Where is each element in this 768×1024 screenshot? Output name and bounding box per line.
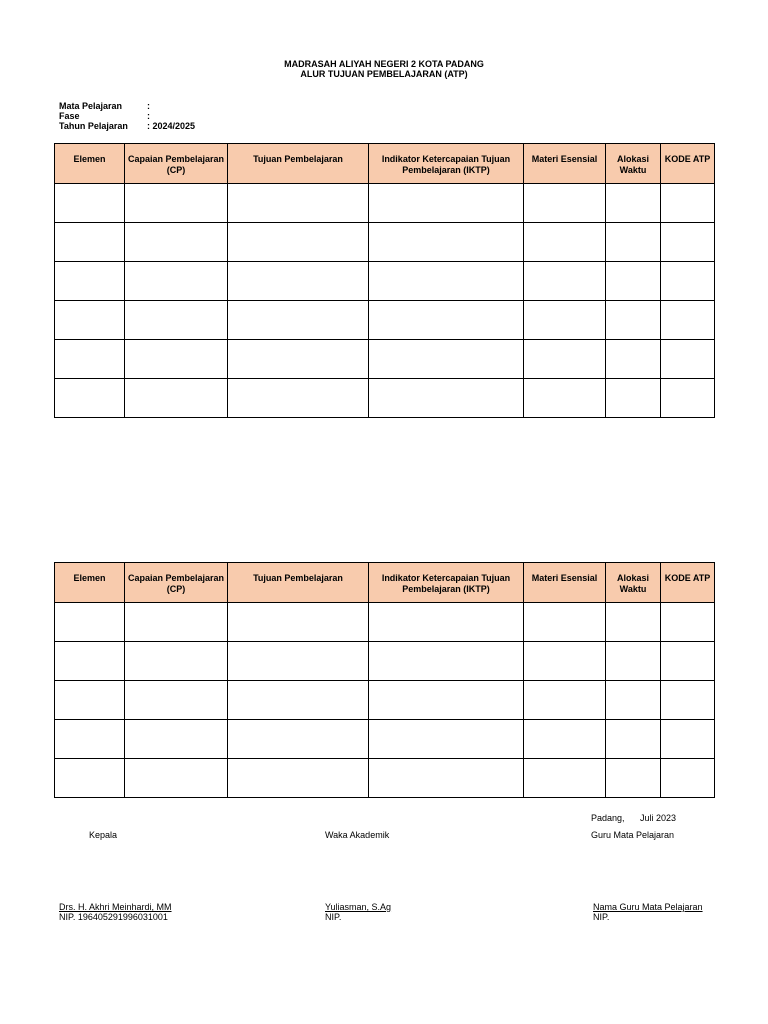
- table-cell[interactable]: [524, 223, 606, 262]
- guru-role: Guru Mata Pelajaran: [591, 830, 675, 840]
- waka-role: Waka Akademik: [325, 830, 390, 840]
- table-cell[interactable]: [661, 720, 715, 759]
- table-row: [55, 642, 715, 681]
- table-cell[interactable]: [228, 184, 369, 223]
- col-capaian: Capaian Pembelajaran (CP): [125, 144, 228, 184]
- table-cell[interactable]: [228, 301, 369, 340]
- table-cell[interactable]: [228, 223, 369, 262]
- table-cell[interactable]: [524, 340, 606, 379]
- table-cell[interactable]: [125, 301, 228, 340]
- table-cell[interactable]: [606, 720, 661, 759]
- col-alokasi: Alokasi Waktu: [606, 563, 661, 603]
- table-cell[interactable]: [606, 184, 661, 223]
- table-cell[interactable]: [606, 223, 661, 262]
- table-cell[interactable]: [661, 603, 715, 642]
- waka-nip: NIP.: [325, 912, 342, 922]
- table-cell[interactable]: [524, 720, 606, 759]
- table-cell[interactable]: [606, 262, 661, 301]
- table-cell[interactable]: [228, 720, 369, 759]
- table-row: [55, 379, 715, 418]
- table-cell[interactable]: [524, 379, 606, 418]
- table-cell[interactable]: [369, 759, 524, 798]
- guru-name: Nama Guru Mata Pelajaran: [593, 902, 703, 912]
- table-row: [55, 759, 715, 798]
- table-cell[interactable]: [606, 603, 661, 642]
- col-capaian: Capaian Pembelajaran (CP): [125, 563, 228, 603]
- table-cell[interactable]: [228, 379, 369, 418]
- waka-name: Yuliasman, S.Ag: [325, 902, 392, 912]
- table-cell[interactable]: [369, 720, 524, 759]
- table-row: [55, 603, 715, 642]
- table-cell[interactable]: [228, 603, 369, 642]
- col-alokasi: Alokasi Waktu: [606, 144, 661, 184]
- info-label: Mata Pelajaran: [59, 101, 123, 111]
- table-cell[interactable]: [55, 720, 125, 759]
- table-cell[interactable]: [661, 184, 715, 223]
- table-cell[interactable]: [55, 340, 125, 379]
- table-cell[interactable]: [125, 603, 228, 642]
- table-cell[interactable]: [369, 379, 524, 418]
- table-row: [55, 262, 715, 301]
- table-cell[interactable]: [524, 681, 606, 720]
- table-cell[interactable]: [661, 379, 715, 418]
- table-cell[interactable]: [661, 301, 715, 340]
- table-cell[interactable]: [369, 223, 524, 262]
- table-cell[interactable]: [524, 262, 606, 301]
- table-row: [55, 184, 715, 223]
- col-kode: KODE ATP: [661, 563, 715, 603]
- table-cell[interactable]: [55, 184, 125, 223]
- table-cell[interactable]: [606, 340, 661, 379]
- table-cell[interactable]: [228, 759, 369, 798]
- table-row: [55, 681, 715, 720]
- table-cell[interactable]: [125, 681, 228, 720]
- table-cell[interactable]: [125, 184, 228, 223]
- table-cell[interactable]: [606, 759, 661, 798]
- table-cell[interactable]: [661, 340, 715, 379]
- table-cell[interactable]: [125, 262, 228, 301]
- table-cell[interactable]: [606, 681, 661, 720]
- table-cell[interactable]: [228, 681, 369, 720]
- table-cell[interactable]: [369, 340, 524, 379]
- table-row: [55, 301, 715, 340]
- guru-nip: NIP.: [593, 912, 610, 922]
- table-cell[interactable]: [661, 681, 715, 720]
- col-indikator: Indikator Ketercapaian Tujuan Pembelajaran (IKTP): [369, 144, 524, 184]
- table-cell[interactable]: [524, 603, 606, 642]
- kepala-role: Kepala: [89, 830, 118, 840]
- col-materi: Materi Esensial: [524, 144, 606, 184]
- table-cell[interactable]: [524, 184, 606, 223]
- school-name: MADRASAH ALIYAH NEGERI 2 KOTA PADANG: [284, 59, 484, 69]
- table-cell[interactable]: [55, 681, 125, 720]
- table-cell[interactable]: [661, 223, 715, 262]
- table-cell[interactable]: [228, 340, 369, 379]
- table-cell[interactable]: [125, 340, 228, 379]
- info-value: :: [147, 111, 150, 121]
- col-tujuan: Tujuan Pembelajaran: [228, 563, 369, 603]
- table-cell[interactable]: [661, 642, 715, 681]
- table-cell[interactable]: [524, 642, 606, 681]
- table-cell[interactable]: [55, 379, 125, 418]
- kepala-name: Drs. H. Akhri Meinhardi, MM: [59, 902, 172, 912]
- table-row: [55, 720, 715, 759]
- col-materi: Materi Esensial: [524, 563, 606, 603]
- col-elemen: Elemen: [55, 144, 125, 184]
- table-cell[interactable]: [125, 642, 228, 681]
- table-cell[interactable]: [524, 301, 606, 340]
- table-cell[interactable]: [228, 262, 369, 301]
- table-cell[interactable]: [369, 301, 524, 340]
- table-cell[interactable]: [369, 184, 524, 223]
- table-cell[interactable]: [606, 379, 661, 418]
- atp-table-2: [54, 562, 715, 798]
- signature-date: Juli 2023: [640, 813, 677, 823]
- table-cell[interactable]: [661, 759, 715, 798]
- table-row: [55, 223, 715, 262]
- info-value: : 2024/2025: [147, 121, 196, 131]
- col-tujuan: Tujuan Pembelajaran: [228, 144, 369, 184]
- table-cell[interactable]: [125, 720, 228, 759]
- col-elemen: Elemen: [55, 563, 125, 603]
- table-cell[interactable]: [125, 223, 228, 262]
- table-cell[interactable]: [606, 301, 661, 340]
- table-cell[interactable]: [55, 759, 125, 798]
- document-title: ALUR TUJUAN PEMBELAJARAN (ATP): [300, 69, 468, 79]
- info-label: Fase: [59, 111, 80, 121]
- signature-place: Padang,: [591, 813, 625, 823]
- table-cell[interactable]: [55, 642, 125, 681]
- col-indikator: Indikator Ketercapaian Tujuan Pembelajaran (IKTP): [369, 563, 524, 603]
- table-cell[interactable]: [55, 301, 125, 340]
- table-cell[interactable]: [524, 759, 606, 798]
- table-cell[interactable]: [125, 379, 228, 418]
- table-cell[interactable]: [55, 262, 125, 301]
- table-cell[interactable]: [661, 262, 715, 301]
- table-cell[interactable]: [228, 642, 369, 681]
- info-label: Tahun Pelajaran: [59, 121, 128, 131]
- table-cell[interactable]: [55, 603, 125, 642]
- table-cell[interactable]: [369, 642, 524, 681]
- table-row: [55, 340, 715, 379]
- table-cell[interactable]: [369, 262, 524, 301]
- table-cell[interactable]: [606, 642, 661, 681]
- table-cell[interactable]: [55, 223, 125, 262]
- table-cell[interactable]: [369, 603, 524, 642]
- table-cell[interactable]: [369, 681, 524, 720]
- col-kode: KODE ATP: [661, 144, 715, 184]
- table-header-row: [55, 144, 715, 184]
- kepala-nip: NIP. 196405291996031001: [59, 912, 168, 922]
- info-value: :: [147, 101, 150, 111]
- atp-table-1: [54, 143, 715, 418]
- table-header-row: [55, 563, 715, 603]
- table-cell[interactable]: [125, 759, 228, 798]
